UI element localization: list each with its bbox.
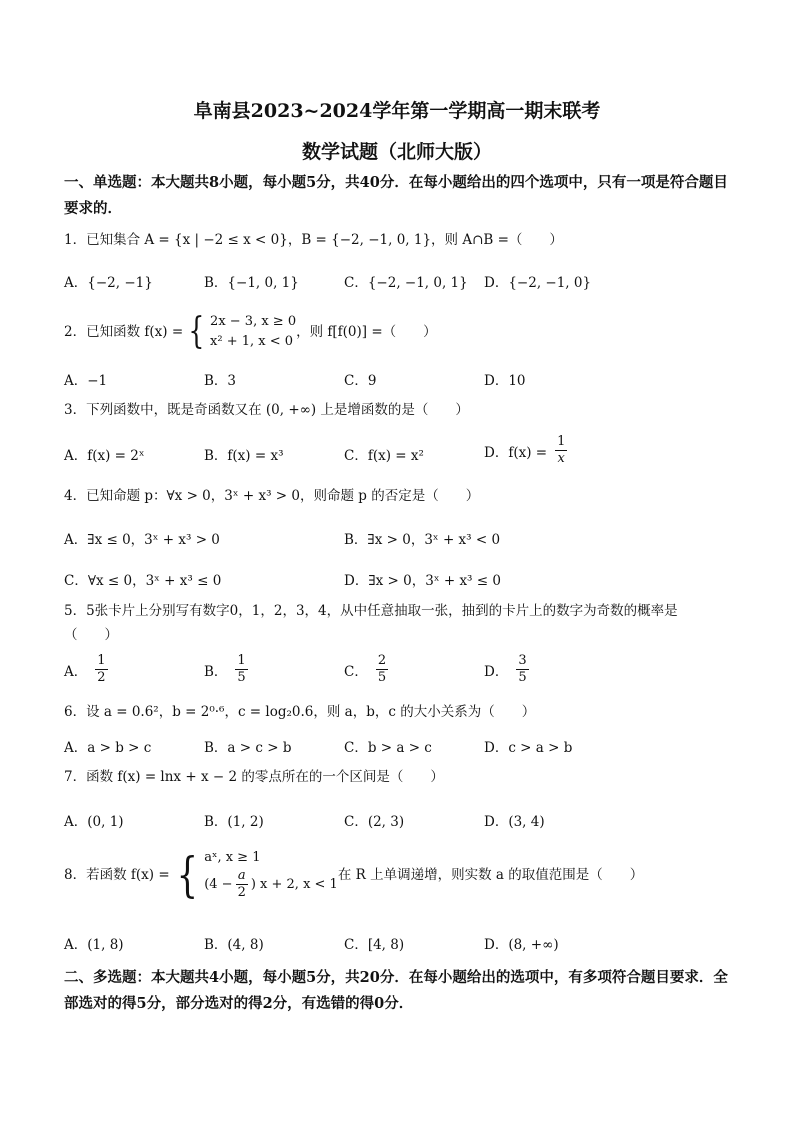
fraction-denominator: x (557, 451, 565, 466)
left-brace-icon: { (176, 846, 198, 903)
q8-case-2 (204, 868, 338, 901)
fraction-numerator: 1 (97, 653, 106, 668)
q7-stem: 7．函数 f(x) = lnx + x − 2 的零点所在的一个区间是（ ） (64, 769, 444, 785)
q6-option-c: C．b > a > c (344, 740, 432, 756)
q6-stem: 6．设 a = 0.6²，b = 2⁰·⁶，c = log₂0.6，则 a，b，c 的大小关系为（ ） (64, 704, 536, 720)
fraction-denominator: 2 (97, 670, 106, 685)
fraction-numerator: 3 (518, 653, 527, 668)
fraction (376, 653, 388, 686)
fraction-denominator: 5 (237, 670, 246, 685)
q3-option-d-prefix: D．f(x) = (484, 444, 548, 461)
q8-stem (64, 848, 643, 901)
q7-option-b: B．(1, 2) (204, 814, 264, 830)
fraction (236, 868, 248, 901)
q5-option-a (64, 653, 108, 686)
fraction-numerator: a (237, 868, 246, 883)
q5-paren: （ ） (64, 627, 118, 643)
option-label: D． (484, 663, 509, 680)
q8-suffix: 在 R 上单调递增，则实数 a 的取值范围是（ ） (337, 866, 644, 883)
q8-case-2-end: ) x + 2, x < 1 (250, 876, 338, 892)
q3-option-b: B．f(x) = x³ (204, 448, 284, 464)
fraction (516, 653, 528, 686)
fraction (95, 653, 107, 686)
fraction-denominator: 5 (518, 670, 527, 685)
q6-option-a: A．a > b > c (64, 740, 152, 756)
fraction-denominator: 5 (377, 670, 387, 685)
q2-option-a: A．−1 (64, 373, 108, 389)
q2-case-2: x² + 1, x < 0 (210, 334, 294, 349)
section-2-heading: 二、多选题：本大题共4小题，每小题5分，共20分．在每小题给出的选项中，有多项符合题目要求．全部选对的得5分，部分选对的得2分，有选错的得0分． (64, 969, 728, 1012)
left-brace-icon: { (188, 311, 205, 352)
q1-stem: 1．已知集合 A = {x | −2 ≤ x < 0}，B = {−2, −1, 0, 1}，则 A∩B =（ ） (64, 232, 563, 248)
q1-option-b: B．{−1, 0, 1} (204, 275, 299, 291)
q8-piecewise (204, 848, 338, 901)
exam-subtitle: 数学试题（北师大版） (301, 141, 492, 163)
q8-option-b: B．(4, 8) (204, 937, 264, 953)
exam-title: 阜南县2023~2024学年第一学期高一期末联考 (193, 100, 601, 122)
q8-option-d: D．(8, +∞) (484, 937, 559, 953)
q8-case-2-start: (4 − (204, 876, 233, 892)
q1-option-d: D．{−2, −1, 0} (484, 275, 592, 291)
fraction-numerator: 2 (377, 653, 387, 668)
q4-option-a: A．∃x ≤ 0，3ˣ + x³ > 0 (64, 532, 220, 548)
q2-suffix: ，则 f[f(0)] =（ ） (296, 324, 437, 340)
section-1-heading: 一、单选题：本大题共8小题，每小题5分，共40分．在每小题给出的四个选项中，只有一项是符合题目要求的． (64, 174, 728, 217)
q6-option-d: D．c > a > b (484, 740, 573, 756)
q3-option-d (484, 434, 567, 467)
option-label: A． (64, 663, 88, 680)
q3-stem: 3．下列函数中，既是奇函数又在 (0, +∞) 上是增函数的是（ ） (64, 402, 469, 418)
q4-stem: 4．已知命题 p：∀x > 0，3ˣ + x³ > 0，则命题 p 的否定是（ ） (64, 488, 480, 504)
q5-option-d (484, 653, 529, 686)
q4-option-c: C．∀x ≤ 0，3ˣ + x³ ≤ 0 (64, 573, 222, 589)
q2-piecewise (210, 312, 296, 352)
q2-stem (64, 312, 437, 352)
q3-option-d-fraction (555, 434, 567, 467)
q4-option-b: B．∃x > 0，3ˣ + x³ < 0 (344, 532, 501, 548)
q8-option-a: A．(1, 8) (64, 937, 124, 953)
fraction-numerator: 1 (557, 434, 566, 449)
q7-option-d: D．(3, 4) (484, 814, 545, 830)
fraction (235, 653, 247, 686)
q5-option-c (344, 653, 388, 686)
q5-option-b (204, 653, 248, 686)
q5-stem: 5．5张卡片上分别写有数字0，1，2，3，4，从中任意抽取一张，抽到的卡片上的数字为奇数的概率是 (64, 603, 678, 619)
q8-option-c: C．[4, 8) (344, 937, 405, 953)
q2-prefix: 2．已知函数 f(x) = (64, 324, 184, 340)
q8-prefix: 8．若函数 f(x) = (64, 866, 170, 883)
q3-option-c: C．f(x) = x² (344, 448, 424, 464)
option-label: B． (204, 663, 228, 680)
q2-option-c: C．9 (344, 373, 377, 389)
q3-option-a: A．f(x) = 2ˣ (64, 448, 145, 464)
q7-option-a: A．(0, 1) (64, 814, 124, 830)
fraction-numerator: 1 (237, 653, 246, 668)
option-label: C． (344, 663, 368, 680)
fraction-denominator: 2 (237, 885, 246, 900)
q2-case-1: 2x − 3, x ≥ 0 (210, 314, 297, 329)
q1-option-c: C．{−2, −1, 0, 1} (344, 275, 468, 291)
q4-option-d: D．∃x > 0，3ˣ + x³ ≤ 0 (344, 573, 501, 589)
q2-option-b: B．3 (204, 373, 237, 389)
q8-case-1: aˣ, x ≥ 1 (204, 850, 261, 865)
q1-option-a: A．{−2, −1} (64, 275, 153, 291)
q2-option-d: D．10 (484, 373, 526, 389)
q7-option-c: C．(2, 3) (344, 814, 405, 830)
q6-option-b: B．a > c > b (204, 740, 292, 756)
